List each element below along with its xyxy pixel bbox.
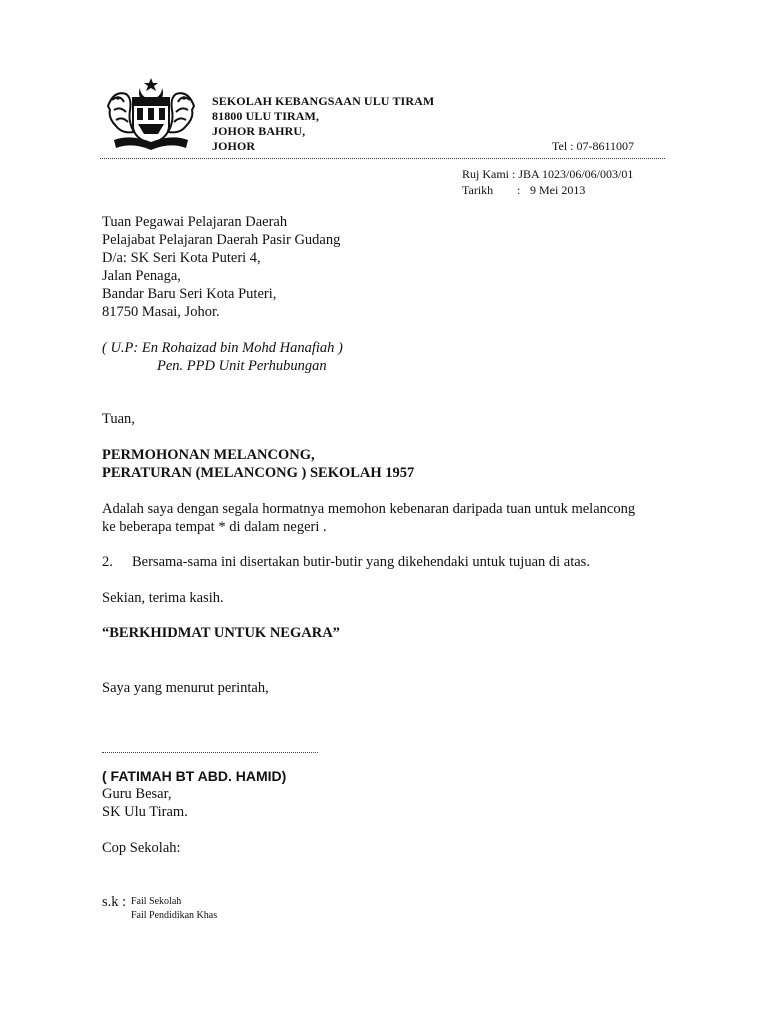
recipient-line: 81750 Masai, Johor. bbox=[102, 304, 220, 320]
letterhead-divider bbox=[100, 158, 665, 159]
school-telephone: Tel : 07-8611007 bbox=[552, 139, 635, 153]
closing-text: Sekian, terima kasih. bbox=[102, 590, 224, 606]
signature-line bbox=[102, 752, 318, 753]
school-stamp-label: Cop Sekolah: bbox=[102, 840, 181, 856]
subject-line2: PERATURAN (MELANCONG ) SEKOLAH 1957 bbox=[102, 465, 415, 481]
recipient-line: Tuan Pegawai Pelajaran Daerah bbox=[102, 214, 288, 230]
school-address-line2: JOHOR BAHRU, bbox=[212, 124, 306, 138]
salutation: Tuan, bbox=[102, 411, 135, 427]
date-separator: : bbox=[517, 183, 521, 197]
recipient-line: Pelajabat Pelajaran Daerah Pasir Gudang bbox=[102, 232, 341, 248]
body-paragraph-1: Adalah saya dengan segala hormatnya memohon kebenaran daripada tuan untuk melancong bbox=[102, 501, 636, 517]
malaysia-coat-of-arms-icon bbox=[100, 76, 202, 154]
reference-number: Ruj Kami : JBA 1023/06/06/003/01 bbox=[462, 167, 634, 181]
cc-item: Fail Pendidikan Khas bbox=[131, 910, 218, 921]
school-address-line1: 81800 ULU TIRAM, bbox=[212, 109, 320, 123]
motto: “BERKHIDMAT UNTUK NEGARA” bbox=[102, 625, 340, 641]
signatory-name: ( FATIMAH BT ABD. HAMID) bbox=[102, 768, 287, 784]
body-paragraph-1-cont: ke beberapa tempat * di dalam negeri . bbox=[102, 519, 327, 535]
signatory-title: Guru Besar, bbox=[102, 786, 172, 802]
recipient-line: Bandar Baru Seri Kota Puteri, bbox=[102, 286, 277, 302]
cc-item: Fail Sekolah bbox=[131, 896, 182, 907]
recipient-line: D/a: SK Seri Kota Puteri 4, bbox=[102, 250, 261, 266]
school-address-line3: JOHOR bbox=[212, 139, 256, 153]
recipient-address bbox=[102, 213, 340, 321]
date-value: 9 Mei 2013 bbox=[530, 183, 586, 197]
body-paragraph-2: Bersama-sama ini disertakan butir-butir yang dikehendaki untuk tujuan di atas. bbox=[132, 554, 590, 570]
recipient-line: Jalan Penaga, bbox=[102, 268, 181, 284]
subject-line1: PERMOHONAN MELANCONG, bbox=[102, 447, 315, 463]
yours-faithfully: Saya yang menurut perintah, bbox=[102, 680, 269, 696]
cc-label: s.k : bbox=[102, 894, 127, 910]
signatory-school: SK Ulu Tiram. bbox=[102, 804, 188, 820]
school-name: SEKOLAH KEBANGSAAN ULU TIRAM bbox=[212, 94, 435, 108]
attention-unit: Pen. PPD Unit Perhubungan bbox=[157, 358, 327, 374]
date-label: Tarikh bbox=[462, 183, 494, 197]
attention-line: ( U.P: En Rohaizad bin Mohd Hanafiah ) bbox=[102, 340, 343, 356]
paragraph-number: 2. bbox=[102, 554, 113, 570]
